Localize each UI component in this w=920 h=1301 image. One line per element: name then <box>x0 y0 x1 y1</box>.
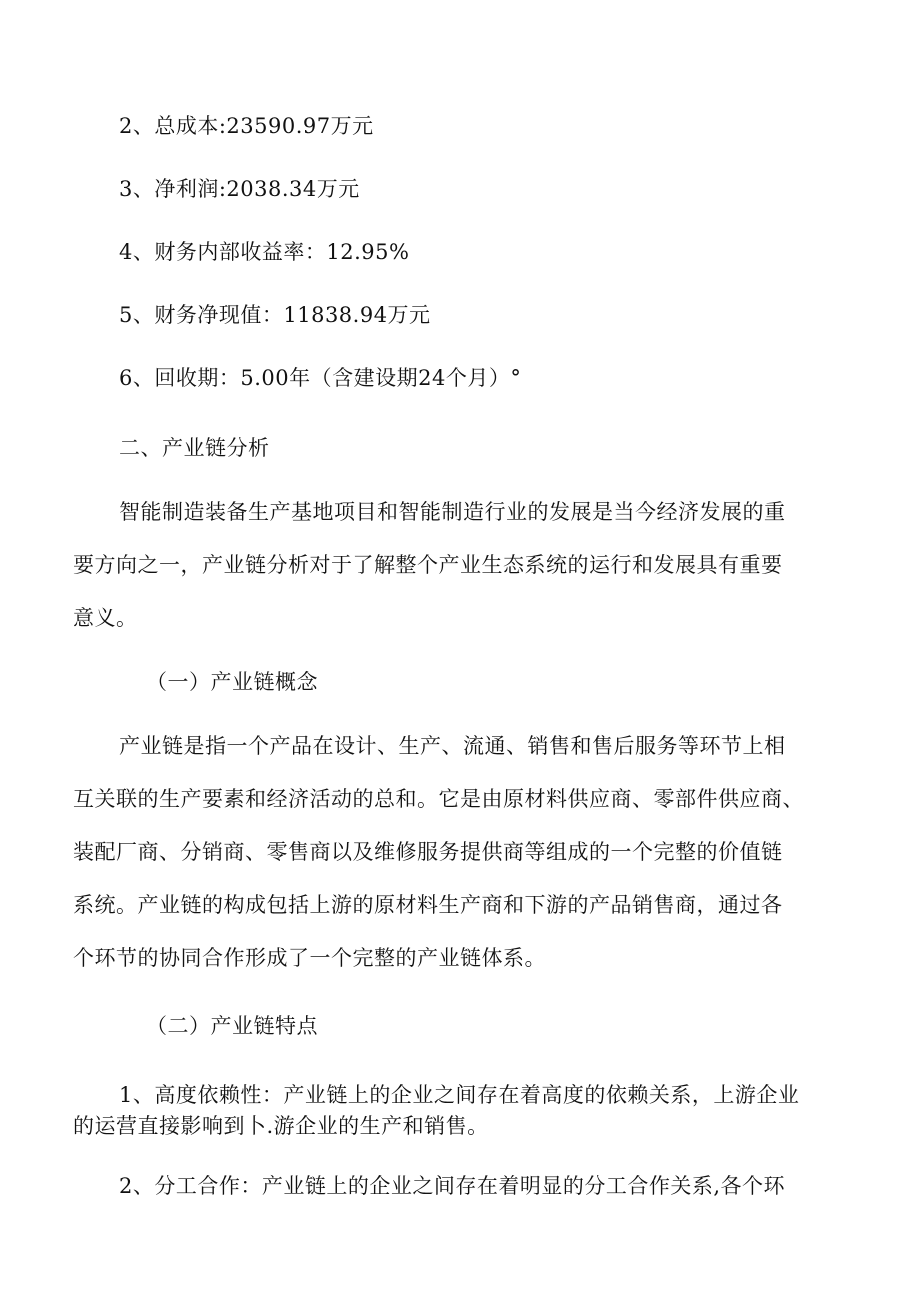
summary-irr: 4、财务内部收益率：12.95% <box>119 240 410 264</box>
section-title: 二、产业链分析 <box>119 436 270 460</box>
summary-payback-period: 6、回收期：5.00年（含建设期24个月）° <box>119 366 522 390</box>
intro-paragraph-line: 意义。 <box>73 606 138 630</box>
subsection-title-concept: （一）产业链概念 <box>146 670 318 694</box>
concept-paragraph-line: 装配厂商、分销商、零售商以及维修服务提供商等组成的一个完整的价值链 <box>73 840 783 864</box>
concept-paragraph-line: 产业链是指一个产品在设计、生产、流通、销售和售后服务等环节上相 <box>119 734 786 758</box>
feature-item-division-line: 2、分工合作：产业链上的企业之间存在着明显的分工合作关系,各个环 <box>119 1174 786 1198</box>
concept-paragraph-line: 个环节的协同合作形成了一个完整的产业链体系。 <box>73 946 546 970</box>
intro-paragraph-line: 智能制造装备生产基地项目和智能制造行业的发展是当今经济发展的重 <box>119 500 786 524</box>
subsection-title-features: （二）产业链特点 <box>146 1014 318 1038</box>
summary-total-cost: 2、总成本:23590.97万元 <box>119 114 374 138</box>
concept-paragraph-line: 系统。产业链的构成包括上游的原材料生产商和下游的产品销售商，通过各 <box>73 893 783 917</box>
feature-item-dependency-line: 的运营直接影响到卜.游企业的生产和销售。 <box>73 1114 489 1138</box>
summary-net-profit: 3、净利润:2038.34万元 <box>119 177 360 201</box>
feature-item-dependency-line: 1、高度依赖性：产业链上的企业之间存在着高度的依赖关系，上游企业 <box>119 1083 800 1107</box>
summary-npv: 5、财务净现值：11838.94万元 <box>119 303 431 327</box>
intro-paragraph-line: 要方向之一，产业链分析对于了解整个产业生态系统的运行和发展具有重要 <box>73 553 783 577</box>
concept-paragraph-line: 互关联的生产要素和经济活动的总和。它是由原材料供应商、零部件供应商、 <box>73 787 804 811</box>
